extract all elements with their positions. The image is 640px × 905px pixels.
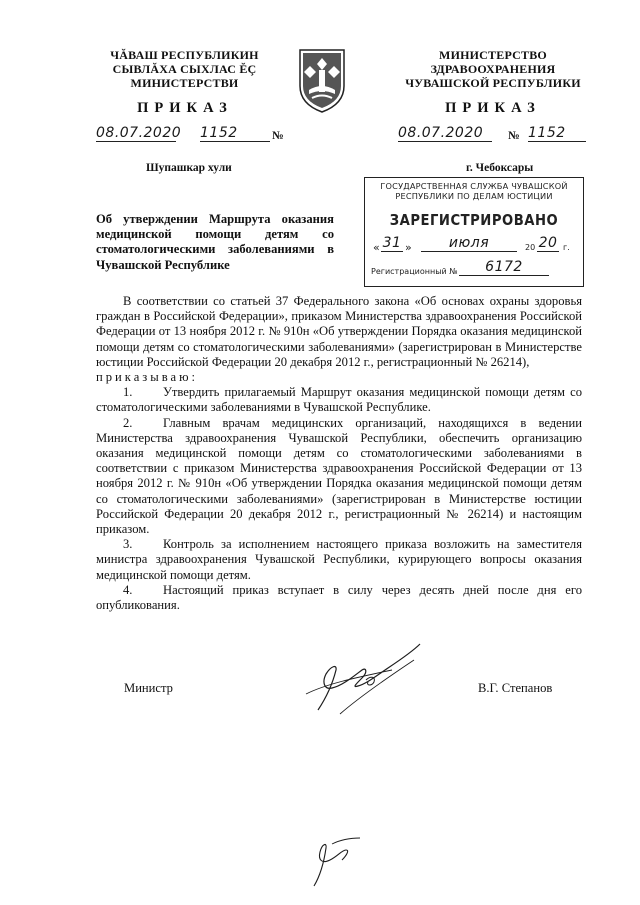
stamp-month: июля bbox=[421, 235, 517, 252]
item-2 bbox=[96, 416, 582, 538]
prikazyvayu bbox=[96, 370, 582, 385]
left-date: 08.07.2020 bbox=[96, 125, 182, 141]
stamp-year-prefix: 20 bbox=[525, 243, 536, 252]
signature-name: В.Г. Степанов bbox=[478, 681, 553, 695]
prikazyvayu-text: приказываю: bbox=[96, 370, 199, 385]
item-3-text: Контроль за исполнением настоящего приказа возложить на заместителя министра здравоохранения Чувашской Республики, курирующего вопросы оказания медицинской помощи детям. bbox=[96, 537, 582, 582]
item-4-text: Настоящий приказ вступает в силу через десять дней после дня его опубликования. bbox=[96, 582, 582, 613]
right-date-number-row bbox=[398, 125, 598, 147]
item-4-num: 4. bbox=[123, 582, 133, 597]
stamp-line-2: РЕСПУБЛИКИ ПО ДЕЛАМ ЮСТИЦИИ bbox=[395, 191, 553, 201]
item-2-num: 2. bbox=[123, 415, 133, 430]
item-3 bbox=[96, 537, 582, 583]
document-body bbox=[96, 294, 582, 613]
right-number-sign: № bbox=[508, 130, 520, 142]
header-left-line-2: СЫВЛĂХА СЫХЛАС ĔÇ bbox=[112, 62, 257, 76]
header-right-line-1: МИНИСТЕРСТВО bbox=[439, 48, 547, 62]
signature-title: Министр bbox=[124, 681, 173, 695]
stamp-year-suffix: 20 bbox=[538, 235, 558, 251]
header-left bbox=[92, 48, 277, 90]
item-1-num: 1. bbox=[123, 385, 133, 400]
stamp-title: ЗАРЕГИСТРИРОВАНО bbox=[389, 211, 559, 229]
stamp-reg-row bbox=[365, 259, 583, 281]
bottom-handwritten-mark bbox=[306, 832, 366, 892]
header-right bbox=[398, 48, 588, 90]
prikaz-heading-right: ПРИКАЗ bbox=[445, 100, 541, 116]
item-3-num: 3. bbox=[123, 537, 133, 552]
item-1-text: Утвердить прилагаемый Маршрут оказания медицинской помощи детям со стоматологическими заболеваниями в Чувашской Республике. bbox=[96, 385, 582, 415]
stamp-close-quote: » bbox=[405, 241, 412, 254]
preamble: В соответствии со статьей 37 Федерального закона «Об основах охраны здоровья граждан в Российской Федерации», приказом Министерства здравоохранения Российской Федерации от 13 ноября 2012 г. № 910н «Об утверждении Порядка оказания медицинской помощи детям со стоматологическими заболеваниями» (зарегистрирован в Министерстве юстиции Российской Федерации 20 декабря 2012 г., регистрационный № 26214), bbox=[96, 294, 582, 369]
stamp-open-quote: « bbox=[373, 241, 380, 254]
document-title: Об утверждении Маршрута оказания медицинской помощи детям со стоматологическими заболеваниями в Чувашской Республике bbox=[96, 212, 334, 272]
left-number: 1152 bbox=[200, 125, 270, 142]
stamp-reg-label: Регистрационный № bbox=[371, 267, 458, 276]
city-right: г. Чебоксары bbox=[466, 162, 534, 174]
city-left: Шупашкар хули bbox=[146, 162, 232, 174]
item-1 bbox=[96, 385, 582, 415]
chuvashia-emblem bbox=[296, 46, 348, 114]
right-date: 08.07.2020 bbox=[398, 125, 492, 142]
stamp-reg-number: 6172 bbox=[459, 259, 549, 276]
stamp-line-1: ГОСУДАРСТВЕННАЯ СЛУЖБА ЧУВАШСКОЙ bbox=[380, 181, 568, 191]
item-4 bbox=[96, 583, 582, 613]
stamp-year-g: г. bbox=[563, 243, 570, 252]
item-2-text: Главным врачам медицинских организаций, находящихся в ведении Министерства здравоохранения Чувашской Республики, обеспечить организацию оказания медицинской помощи детям со стоматологическими заболеваниями в соответствии с приказом Министерства здравоохранения Российской Федерации от 13 ноября 2012 г. № 910н «Об утверждении Порядка оказания медицинской помощи детям со стоматологическими заболеваниями» (зарегистрирован в Министерстве юстиции Российской Федерации 20 декабря 2012 г., регистрационный № 26214) и настоящим приказом. bbox=[96, 415, 582, 537]
left-date-number-row bbox=[96, 125, 296, 147]
left-number-sign: № bbox=[272, 130, 284, 142]
prikaz-heading-left: ПРИКАЗ bbox=[137, 100, 233, 116]
stamp-day: 31 bbox=[382, 235, 402, 251]
right-number: 1152 bbox=[528, 125, 586, 142]
header-right-line-3: ЧУВАШСКОЙ РЕСПУБЛИКИ bbox=[405, 76, 581, 90]
stamp-date-row bbox=[365, 235, 583, 257]
header-right-line-2: ЗДРАВООХРАНЕНИЯ bbox=[430, 62, 556, 76]
header-left-line-1: ЧĂВАШ РЕСПУБЛИКИН bbox=[110, 48, 259, 62]
handwritten-signature bbox=[296, 640, 426, 720]
header-left-line-3: МИНИСТЕРСТВИ bbox=[130, 76, 239, 90]
registration-stamp bbox=[364, 177, 584, 287]
